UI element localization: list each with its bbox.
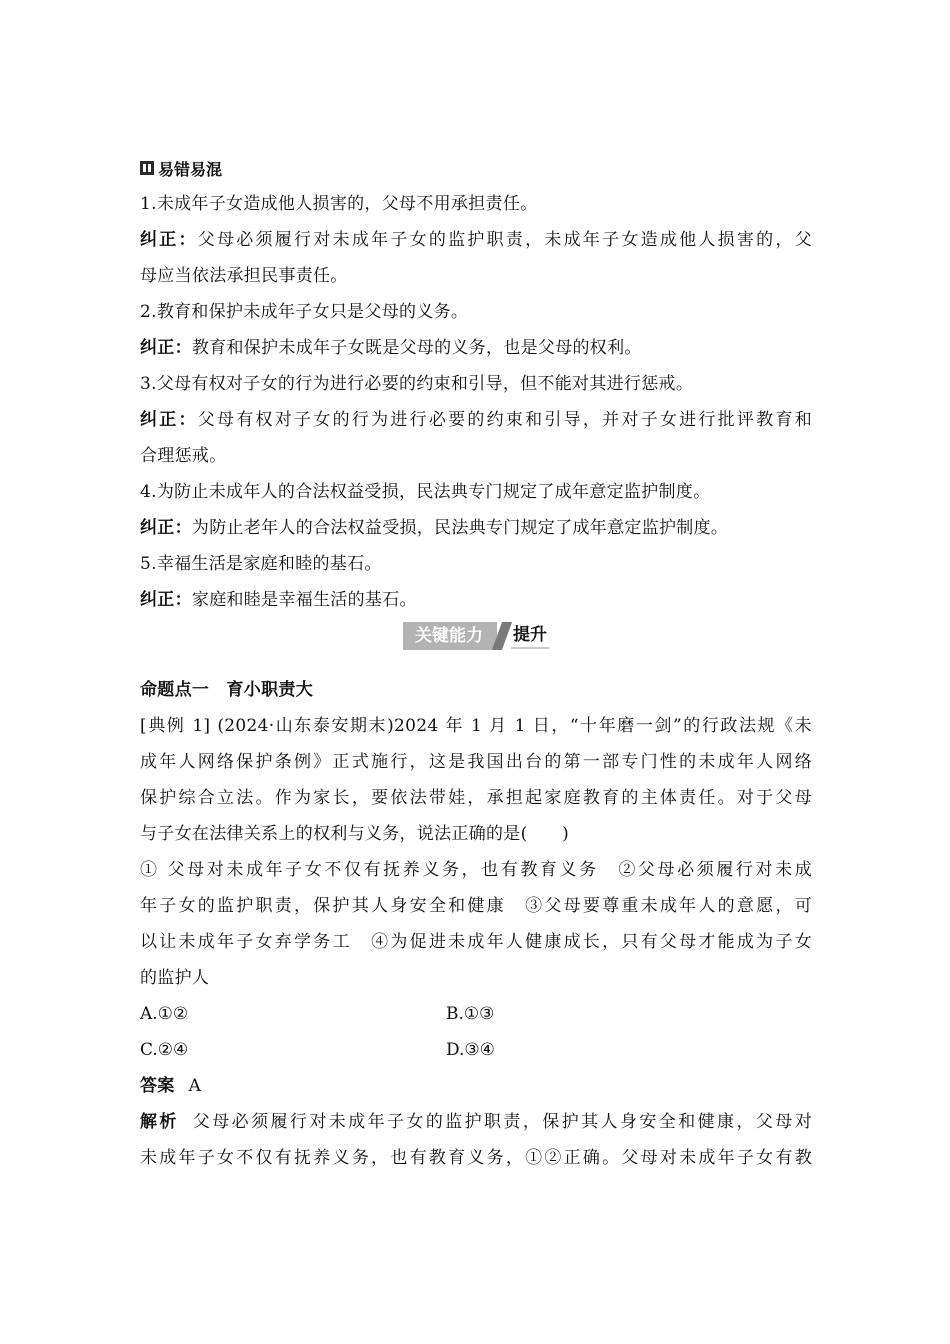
section-banner [140, 618, 812, 654]
correction-label: 纠正： [140, 410, 198, 430]
section-title: 易错易混 [158, 159, 223, 179]
correction-text: 为防止老年人的合法权益受损，民法典专门规定了成年意定监护制度。 [191, 518, 729, 538]
options-row-2 [140, 1032, 812, 1068]
topic-heading: 命题点一 育小职责大 [140, 680, 313, 700]
document-page [140, 150, 812, 1176]
example-line-7: 以让未成年子女弃学务工 ④为促进未成年人健康成长，只有父母才能成为子女 [140, 932, 812, 952]
correction-4-line1 [140, 510, 812, 546]
option-a: A.①② [140, 1004, 189, 1024]
correction-3-line2: 合理惩戒。 [140, 446, 227, 466]
answer-line [140, 1068, 812, 1104]
analysis-line-1 [140, 1104, 812, 1140]
correction-3-line1 [140, 402, 812, 438]
correction-label: 纠正： [140, 518, 192, 538]
answer-label: 答案 [140, 1076, 175, 1096]
options-row-1 [140, 996, 812, 1032]
banner-right-label: 提升 [511, 623, 549, 649]
answer-value: A [188, 1076, 202, 1096]
analysis-line-2: 未成年子女不仅有抚养义务，也有教育义务，①②正确。父母对未成年子女有教 [140, 1148, 812, 1168]
mistake-statement-3: 3.父母有权对子女的行为进行必要的约束和引导，但不能对其进行惩戒。 [140, 374, 694, 394]
correction-text: 父母必须履行对未成年子女的监护职责，未成年子女造成他人损害的，父 [197, 230, 812, 250]
banner-left-label: 关键能力 [403, 622, 497, 650]
correction-label: 纠正： [140, 338, 192, 358]
option-b: B.①③ [446, 1004, 495, 1024]
mistake-statement-4: 4.为防止未成年人的合法权益受损，民法典专门规定了成年意定监护制度。 [140, 482, 711, 502]
example-line-2: 成年人网络保护条例》正式施行，这是我国出台的第一部专门性的未成年人网络 [140, 752, 812, 772]
section-marker-icon [140, 161, 154, 175]
mistake-statement-1: 1.未成年子女造成他人损害的，父母不用承担责任。 [140, 194, 538, 214]
correction-label: 纠正： [140, 230, 198, 250]
correction-text: 父母有权对子女的行为进行必要的约束和引导，并对子女进行批评教育和 [197, 410, 812, 430]
option-d: D.③④ [446, 1040, 495, 1060]
example-line-5: ① 父母对未成年子女不仅有抚养义务，也有教育义务 ②父母必须履行对未成 [140, 860, 812, 880]
option-c: C.②④ [140, 1040, 189, 1060]
example-line-6: 年子女的监护职责，保护其人身安全和健康 ③父母要尊重未成年人的意愿，可 [140, 896, 812, 916]
example-line-3: 保护综合立法。作为家长，要依法带娃，承担起家庭教育的主体责任。对于父母 [140, 788, 812, 808]
correction-5-line1 [140, 582, 812, 618]
mistake-statement-5: 5.幸福生活是家庭和睦的基石。 [140, 554, 382, 574]
correction-1-line1 [140, 222, 812, 258]
correction-text: 家庭和睦是幸福生活的基石。 [191, 590, 417, 610]
correction-label: 纠正： [140, 590, 192, 610]
analysis-label: 解析 [140, 1112, 179, 1132]
example-line-8: 的监护人 [140, 968, 210, 988]
example-line-1: [典例 1] (2024·山东泰安期末)2024 年 1 月 1 日，“十年磨一剑”的行政法规《未 [140, 716, 812, 736]
correction-1-line2: 母应当依法承担民事责任。 [140, 266, 348, 286]
correction-text: 教育和保护未成年子女既是父母的义务，也是父母的权利。 [191, 338, 642, 358]
example-line-4: 与子女在法律关系上的权利与义务，说法正确的是( ) [140, 824, 570, 844]
correction-2-line1 [140, 330, 812, 366]
mistake-statement-2: 2.教育和保护未成年子女只是父母的义务。 [140, 302, 469, 322]
section-heading [140, 150, 812, 186]
analysis-text: 父母必须履行对未成年子女的监护职责，保护其人身安全和健康，父母对 [192, 1112, 812, 1132]
